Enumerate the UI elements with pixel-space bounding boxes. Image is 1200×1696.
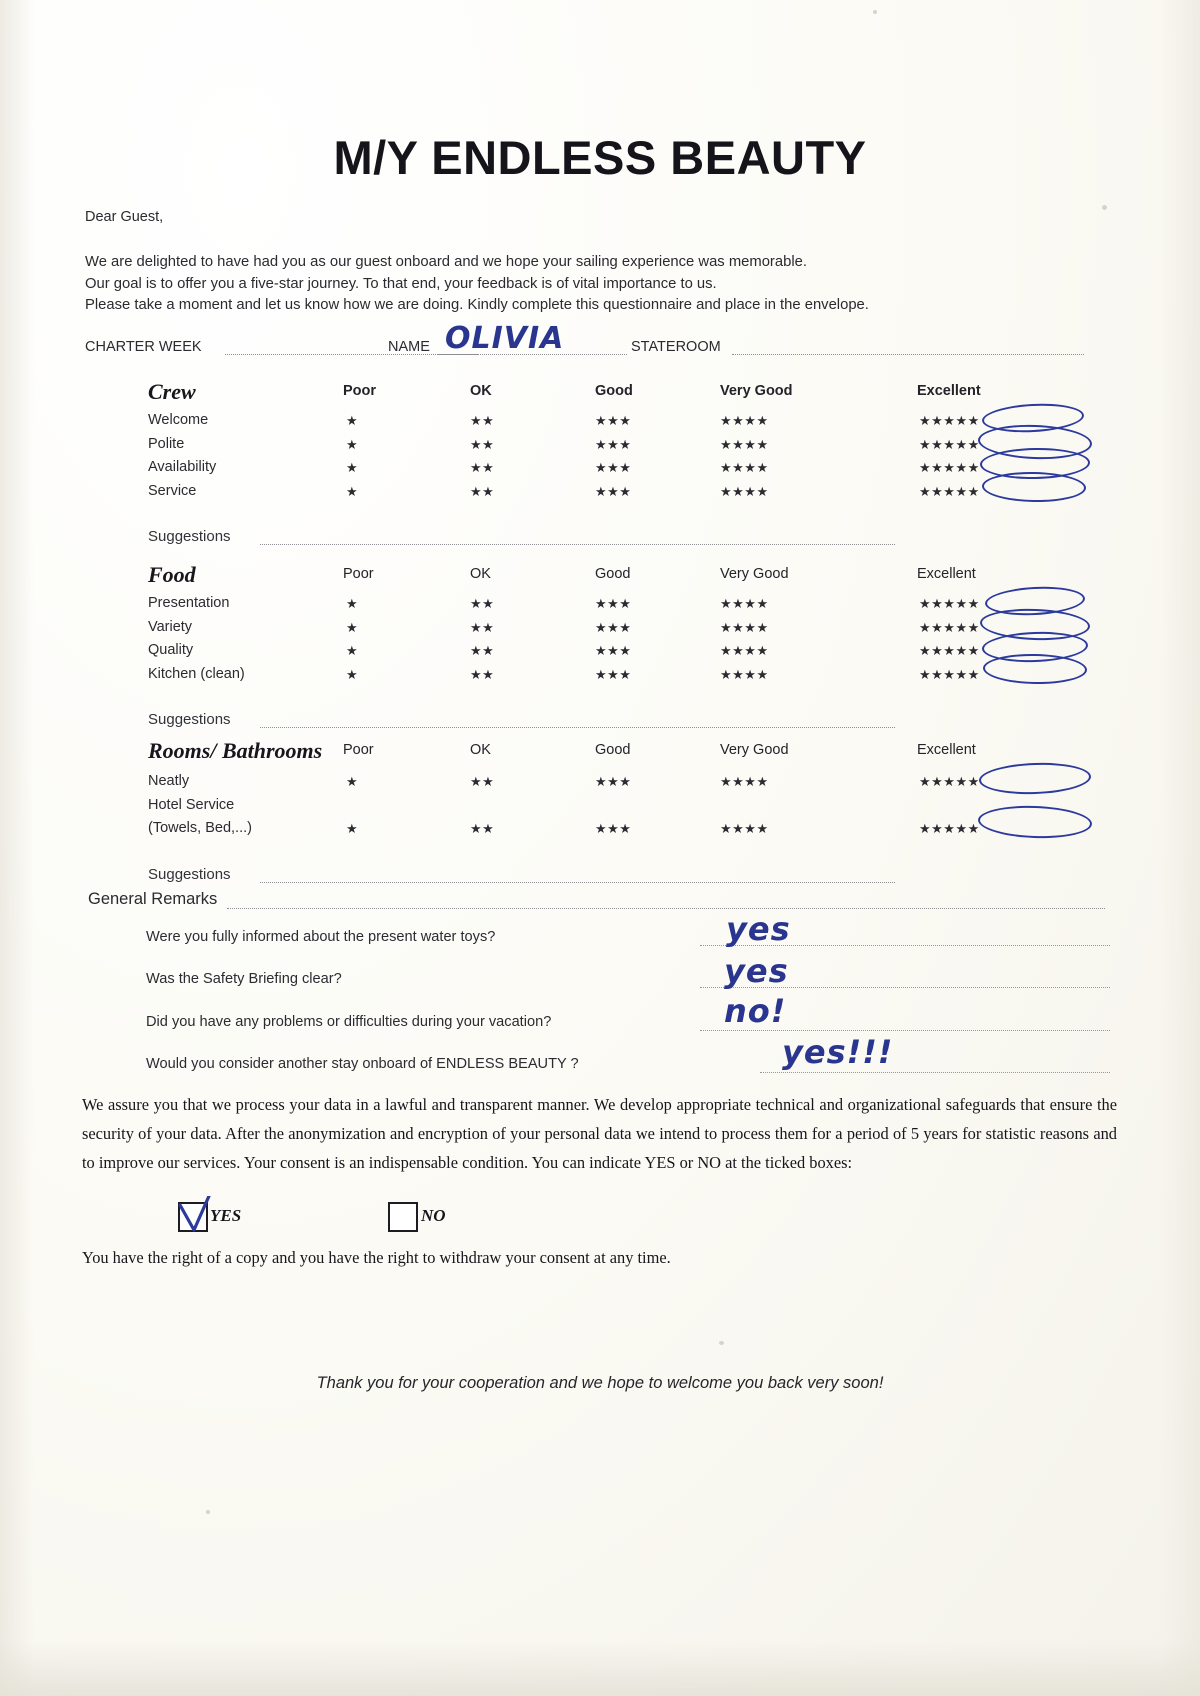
row-label: Hotel Service bbox=[148, 796, 235, 813]
rating-ok[interactable]: ★★ bbox=[470, 483, 495, 499]
rating-excellent[interactable]: ★★★★★ bbox=[919, 436, 980, 452]
table-row[interactable] bbox=[85, 483, 1100, 507]
answer-safety-briefing: yes bbox=[724, 952, 789, 990]
rating-poor[interactable]: ★ bbox=[346, 460, 359, 475]
row-label: Presentation bbox=[148, 595, 230, 611]
answer-another-stay: yes!!! bbox=[782, 1033, 894, 1071]
stateroom-line[interactable] bbox=[732, 353, 1084, 355]
rating-good[interactable]: ★★★ bbox=[595, 460, 632, 475]
rating-very-good[interactable]: ★★★★ bbox=[720, 774, 769, 789]
table-row[interactable] bbox=[85, 797, 1100, 821]
rating-poor[interactable]: ★ bbox=[346, 643, 359, 658]
rating-ok[interactable]: ★★ bbox=[470, 596, 495, 611]
column-poor: Poor bbox=[343, 383, 377, 399]
section-crew-title: Crew bbox=[148, 379, 196, 404]
question-problems: Did you have any problems or difficulties during your vacation? bbox=[146, 1014, 552, 1030]
rating-very-good[interactable]: ★★★★ bbox=[720, 666, 769, 682]
rating-good[interactable]: ★★★ bbox=[595, 643, 632, 658]
column-very-good: Very Good bbox=[720, 742, 789, 758]
row-label: Variety bbox=[148, 618, 193, 635]
rating-poor[interactable]: ★ bbox=[346, 774, 359, 789]
rating-ok[interactable]: ★★ bbox=[470, 413, 495, 428]
column-excellent: Excellent bbox=[917, 383, 981, 399]
section-crew-header bbox=[85, 379, 1100, 405]
rating-good[interactable]: ★★★ bbox=[595, 436, 632, 452]
rating-good[interactable]: ★★★ bbox=[595, 666, 632, 682]
rating-ok[interactable]: ★★ bbox=[470, 436, 495, 452]
rating-very-good[interactable]: ★★★★ bbox=[720, 643, 769, 658]
suggestions-label: Suggestions bbox=[148, 711, 231, 728]
row-label: Service bbox=[148, 482, 197, 499]
rating-ok[interactable]: ★★ bbox=[470, 460, 495, 475]
rating-good[interactable]: ★★★ bbox=[595, 619, 632, 635]
consent-yes-checkbox[interactable] bbox=[178, 1202, 208, 1232]
rating-very-good[interactable]: ★★★★ bbox=[720, 619, 769, 635]
rating-excellent[interactable]: ★★★★★ bbox=[919, 774, 980, 789]
scan-speck bbox=[719, 1341, 724, 1345]
rating-good[interactable]: ★★★ bbox=[595, 483, 632, 499]
rating-ok[interactable]: ★★ bbox=[470, 619, 495, 635]
suggestions-line[interactable] bbox=[260, 544, 895, 545]
section-rooms-bathrooms bbox=[85, 738, 1100, 900]
rating-excellent[interactable]: ★★★★★ bbox=[919, 666, 980, 682]
charter-week-label: CHARTER WEEK bbox=[85, 339, 202, 355]
rating-ok[interactable]: ★★ bbox=[470, 666, 495, 682]
rating-very-good[interactable]: ★★★★ bbox=[720, 483, 769, 499]
row-label: Welcome bbox=[148, 412, 209, 428]
rating-ok[interactable]: ★★ bbox=[470, 643, 495, 658]
column-ok: OK bbox=[470, 383, 492, 399]
meta-row bbox=[85, 321, 1095, 361]
row-label: Quality bbox=[148, 642, 194, 658]
rating-excellent[interactable]: ★★★★★ bbox=[919, 596, 980, 611]
suggestions-label: Suggestions bbox=[148, 528, 231, 545]
rating-very-good[interactable]: ★★★★ bbox=[720, 460, 769, 475]
rating-poor[interactable]: ★ bbox=[346, 821, 359, 836]
row-label: Neatly bbox=[148, 773, 190, 789]
section-rooms-title: Rooms/ Bathrooms bbox=[148, 738, 323, 763]
column-very-good: Very Good bbox=[720, 383, 793, 399]
intro-paragraph bbox=[85, 252, 1105, 317]
rating-very-good[interactable]: ★★★★ bbox=[720, 596, 769, 611]
section-food-header bbox=[85, 562, 1100, 588]
name-label: NAME bbox=[388, 339, 430, 355]
column-poor: Poor bbox=[343, 742, 374, 758]
column-ok: OK bbox=[470, 742, 491, 758]
column-good: Good bbox=[595, 566, 631, 582]
consent-no-label: NO bbox=[421, 1206, 446, 1225]
rating-very-good[interactable]: ★★★★ bbox=[720, 413, 769, 428]
column-poor: Poor bbox=[343, 566, 374, 582]
scan-edge-left bbox=[0, 0, 34, 1696]
scan-speck bbox=[1102, 205, 1107, 210]
answer-line-another-stay[interactable] bbox=[760, 1072, 1110, 1073]
rating-ok[interactable]: ★★ bbox=[470, 774, 495, 789]
footer-thanks: Thank you for your cooperation and we hope to welcome you back very soon! bbox=[316, 1374, 884, 1392]
rating-excellent[interactable]: ★★★★★ bbox=[919, 460, 980, 475]
table-row[interactable] bbox=[85, 436, 1100, 460]
salutation: Dear Guest, bbox=[85, 209, 164, 225]
column-good: Good bbox=[595, 742, 631, 758]
row-label: Availability bbox=[148, 459, 217, 475]
table-row[interactable] bbox=[85, 619, 1100, 643]
scan-speck bbox=[206, 1510, 210, 1514]
table-row[interactable] bbox=[85, 595, 1100, 619]
consent-yes-label: YES bbox=[210, 1206, 242, 1225]
table-row[interactable] bbox=[85, 666, 1100, 690]
rating-ok[interactable]: ★★ bbox=[470, 821, 495, 836]
table-row[interactable] bbox=[85, 459, 1100, 483]
suggestions-label: Suggestions bbox=[148, 865, 231, 883]
scan-edge-bottom bbox=[0, 1640, 1200, 1696]
stateroom-label: STATEROOM bbox=[631, 339, 721, 355]
suggestions-line[interactable] bbox=[260, 882, 895, 883]
column-ok: OK bbox=[470, 566, 491, 582]
question-another-stay: Would you consider another stay onboard of ENDLESS BEAUTY ? bbox=[146, 1056, 579, 1072]
intro-line-3: Please take a moment and let us know how we are doing. Kindly complete this questionnaire and place in the envelope. bbox=[85, 297, 869, 313]
rating-poor[interactable]: ★ bbox=[346, 666, 359, 682]
column-excellent: Excellent bbox=[917, 742, 976, 758]
section-crew bbox=[85, 379, 1100, 562]
rating-excellent[interactable]: ★★★★★ bbox=[919, 619, 980, 635]
rating-excellent[interactable]: ★★★★★ bbox=[919, 821, 980, 836]
rating-good[interactable]: ★★★ bbox=[595, 596, 632, 611]
rating-good[interactable]: ★★★ bbox=[595, 413, 632, 428]
page-title: M/Y ENDLESS BEAUTY bbox=[333, 131, 867, 184]
rating-poor[interactable]: ★ bbox=[346, 619, 359, 635]
rating-excellent[interactable]: ★★★★★ bbox=[919, 483, 980, 499]
column-very-good: Very Good bbox=[720, 566, 789, 582]
rating-excellent[interactable]: ★★★★★ bbox=[919, 643, 980, 658]
row-label: Polite bbox=[148, 435, 185, 452]
rights-note: You have the right of a copy and you have the right to withdraw your consent at any time. bbox=[82, 1248, 671, 1267]
consent-no-checkbox[interactable] bbox=[388, 1202, 418, 1232]
suggestions-rooms[interactable] bbox=[85, 866, 1100, 900]
rating-good[interactable]: ★★★ bbox=[595, 821, 632, 836]
table-row[interactable] bbox=[85, 773, 1100, 797]
rating-poor[interactable]: ★ bbox=[346, 436, 359, 452]
rating-excellent[interactable]: ★★★★★ bbox=[919, 413, 980, 428]
section-food bbox=[85, 562, 1100, 745]
rating-poor[interactable]: ★ bbox=[346, 413, 359, 428]
rating-poor[interactable]: ★ bbox=[346, 596, 359, 611]
question-water-toys: Were you fully informed about the present water toys? bbox=[146, 929, 496, 945]
scan-edge-right bbox=[1160, 0, 1200, 1696]
row-label: (Towels, Bed,...) bbox=[148, 820, 252, 836]
rating-good[interactable]: ★★★ bbox=[595, 774, 632, 789]
intro-line-2: Our goal is to offer you a five-star journey. To that end, your feedback is of vital importance to us. bbox=[85, 275, 717, 292]
table-row[interactable] bbox=[85, 820, 1100, 844]
table-row[interactable] bbox=[85, 412, 1100, 436]
name-handwritten-value: OLIVIA bbox=[445, 321, 565, 356]
suggestions-line[interactable] bbox=[260, 727, 895, 728]
rating-very-good[interactable]: ★★★★ bbox=[720, 821, 769, 836]
question-safety-briefing: Was the Safety Briefing clear? bbox=[146, 971, 342, 987]
column-good: Good bbox=[595, 383, 633, 399]
intro-line-1: We are delighted to have had you as our guest onboard and we hope your sailing experience was memorable. bbox=[85, 254, 807, 270]
suggestions-crew[interactable] bbox=[85, 528, 1100, 562]
column-excellent: Excellent bbox=[917, 566, 976, 582]
answer-problems: no! bbox=[724, 992, 787, 1030]
row-label: Kitchen (clean) bbox=[148, 665, 245, 682]
table-row[interactable] bbox=[85, 642, 1100, 666]
section-rooms-header bbox=[85, 738, 1100, 764]
scan-speck bbox=[873, 10, 877, 14]
rating-very-good[interactable]: ★★★★ bbox=[720, 436, 769, 452]
rating-poor[interactable]: ★ bbox=[346, 483, 359, 499]
section-food-title: Food bbox=[148, 562, 196, 587]
legal-paragraph: We assure you that we process your data in a lawful and transparent manner. We develop appropriate technical and organizational safeguards that ensure the security of your data. After the anonymization and encryption of your personal data we intend to process them for a period of 5 years for statistic reasons and to improve our services. Your consent is an indispensable condition. You can indicate YES or NO at the ticked boxes: bbox=[82, 1095, 1117, 1172]
answer-line-problems[interactable] bbox=[700, 1030, 1110, 1031]
general-remarks-line[interactable] bbox=[227, 908, 1105, 909]
general-remarks-label: General Remarks bbox=[88, 890, 218, 908]
answer-water-toys: yes bbox=[726, 910, 791, 948]
